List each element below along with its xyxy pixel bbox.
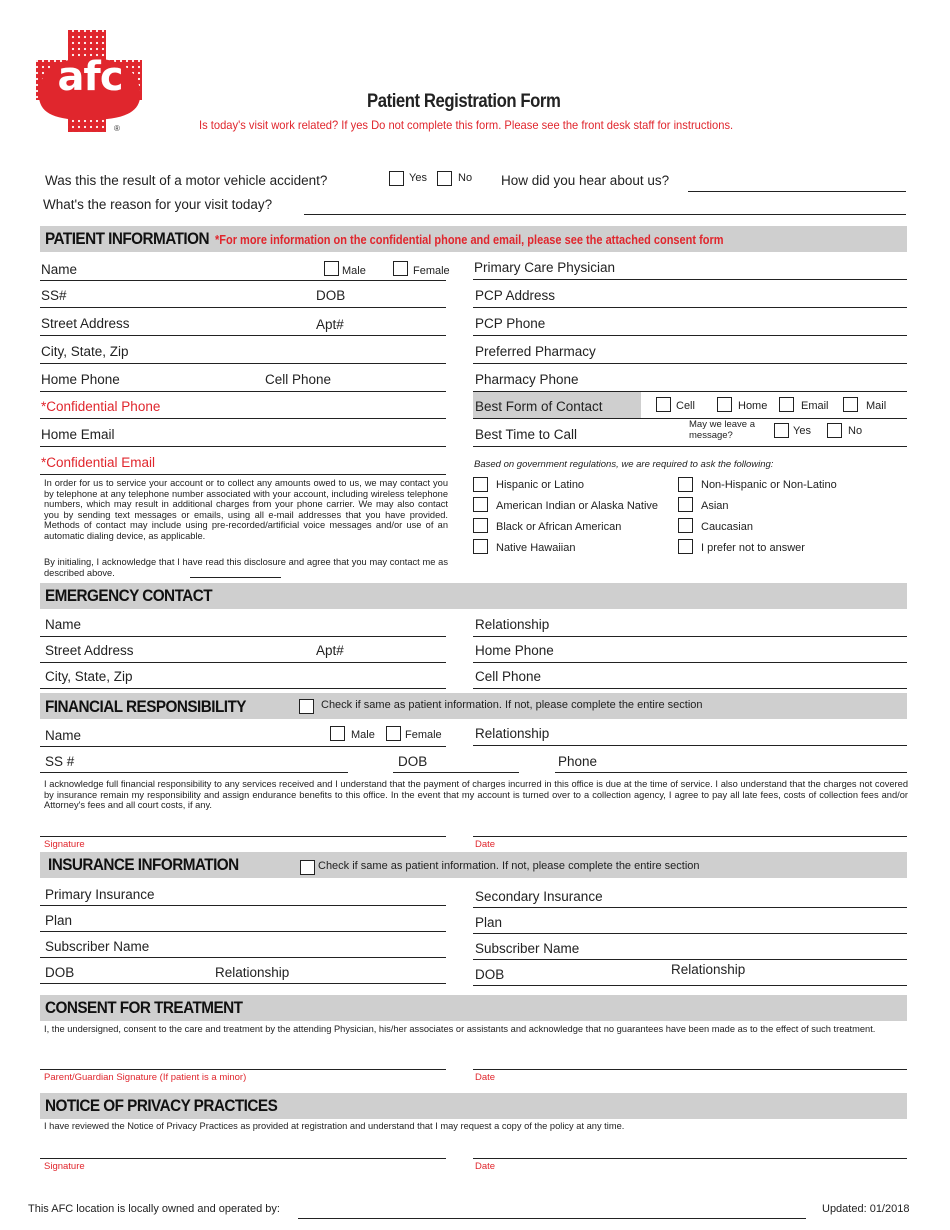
motor-vehicle-no-checkbox[interactable] [437, 171, 452, 186]
pcp-label: Primary Care Physician [474, 260, 616, 275]
secondary-insurance-label: Secondary Insurance [475, 889, 603, 904]
gov-note: Based on government regulations, we are required to ask the following: [474, 459, 774, 470]
financial-relationship-label: Relationship [475, 726, 550, 741]
financial-signature-label: Signature [44, 839, 85, 850]
patient-cell-phone-label: Cell Phone [265, 372, 332, 387]
financial-same-checkbox[interactable] [299, 699, 314, 714]
emergency-cell-phone-label: Cell Phone [475, 669, 542, 684]
patient-male-checkbox[interactable] [324, 261, 339, 276]
page-subtitle: Is today's visit work related? If yes Do not complete this form. Please see the front desk staff for instructions. [199, 118, 734, 132]
privacy-text: I have reviewed the Notice of Privacy Practices as provided at registration and understand that I may request a copy of the policy at any time. [44, 1121, 625, 1131]
pcp-address-input[interactable] [473, 307, 907, 308]
insurance-same-label: Check if same as patient information. If not, please complete the entire section [318, 860, 700, 872]
insurance-heading: INSURANCE INFORMATION [48, 855, 239, 874]
financial-signature-input[interactable] [40, 836, 446, 837]
financial-date-label: Date [475, 839, 496, 850]
patient-ss-input[interactable] [40, 307, 446, 308]
emergency-name-label: Name [45, 617, 82, 632]
patient-conf-phone-label: *Confidential Phone [41, 399, 161, 414]
patient-home-email-label: Home Email [41, 427, 115, 442]
privacy-signature-label: Signature [44, 1161, 85, 1172]
financial-text: I acknowledge full financial responsibility to any services received and I understand that the payment of charges incurred in this office is due at the time of service. I also understand that the charges not covered by insurance remain my responsibility and assign endurance benefits to this office. In the event that my account is turned over to a collection agency, I agree to pay all late fees, costs of collection fees and/or Attorney's fees and all court costs, if any. [44, 779, 908, 811]
financial-relationship-input[interactable] [473, 745, 907, 746]
motor-vehicle-yes-checkbox[interactable] [389, 171, 404, 186]
patient-conf-email-input[interactable] [40, 474, 446, 475]
secondary-subscriber-label: Subscriber Name [475, 941, 580, 956]
contact-mail-checkbox[interactable] [843, 397, 858, 412]
contact-email-label: Email [801, 400, 829, 412]
ethnicity-label: Asian [701, 500, 729, 512]
registered-mark: ® [114, 124, 120, 133]
patient-female-label: Female [413, 265, 450, 277]
hear-about-input[interactable] [688, 191, 906, 192]
pcp-phone-label: PCP Phone [475, 316, 546, 331]
patient-phone-input[interactable] [40, 391, 446, 392]
emergency-city-label: City, State, Zip [45, 669, 133, 684]
emergency-street-label: Street Address [45, 643, 134, 658]
guardian-signature-input[interactable] [40, 1069, 446, 1070]
leave-message-yes-label: Yes [793, 425, 811, 437]
financial-name-input[interactable] [40, 746, 446, 747]
primary-plan-input[interactable] [40, 931, 446, 932]
patient-city-input[interactable] [40, 363, 446, 364]
patient-city-label: City, State, Zip [41, 344, 129, 359]
hear-about-question: How did you hear about us? [501, 173, 670, 188]
leave-message-no-label: No [848, 425, 863, 437]
privacy-heading: NOTICE OF PRIVACY PRACTICES [45, 1096, 278, 1115]
ethnicity-checkbox[interactable] [473, 477, 488, 492]
financial-phone-input[interactable] [555, 772, 907, 773]
ethnicity-checkbox[interactable] [678, 497, 693, 512]
ethnicity-label: I prefer not to answer [701, 542, 805, 554]
financial-male-label: Male [351, 729, 375, 741]
ethnicity-checkbox[interactable] [473, 539, 488, 554]
emergency-relationship-label: Relationship [475, 617, 550, 632]
ethnicity-checkbox[interactable] [678, 477, 693, 492]
visit-reason-question: What's the reason for your visit today? [43, 197, 273, 212]
financial-date-input[interactable] [473, 836, 907, 837]
leave-message-label: May we leave a message? [689, 419, 756, 441]
contact-home-label: Home [738, 400, 768, 412]
emergency-street-input[interactable] [40, 662, 446, 663]
primary-insurance-input[interactable] [40, 905, 446, 906]
leave-message-no-checkbox[interactable] [827, 423, 842, 438]
insurance-same-checkbox[interactable] [300, 860, 315, 875]
financial-dob-label: DOB [398, 754, 428, 769]
pharmacy-phone-label: Pharmacy Phone [475, 372, 579, 387]
contact-email-checkbox[interactable] [779, 397, 794, 412]
patient-info-note: *For more information on the confidential phone and email, please see the attached consent form [215, 233, 724, 247]
contact-initials-input[interactable] [190, 577, 281, 578]
ethnicity-checkbox[interactable] [473, 497, 488, 512]
financial-female-label: Female [405, 729, 442, 741]
ethnicity-checkbox[interactable] [678, 518, 693, 533]
emergency-cell-phone-input[interactable] [473, 688, 907, 689]
patient-home-phone-label: Home Phone [41, 372, 120, 387]
best-contact-label: Best Form of Contact [475, 399, 603, 414]
visit-reason-input[interactable] [304, 214, 906, 215]
consent-heading: CONSENT FOR TREATMENT [45, 998, 243, 1017]
pcp-address-label: PCP Address [475, 288, 556, 303]
ethnicity-label: American Indian or Alaska Native [496, 500, 659, 512]
contact-disclosure-text: In order for us to service your account or to collect any amounts owed to us, we may contact you by telephone at any telephone number associated with your account, including wireless telephone numbers, which may result in additional charges from your phone carrier. We may also contact you by sending text messages or emails, using all e-mail addresses that you have provided. Methods of contact may include using pre-recorded/artificial voice messages and/or use of an automatic dialing device, as applicable. [44, 478, 448, 541]
motor-vehicle-no-label: No [458, 172, 473, 184]
ethnicity-label: Black or African American [496, 521, 622, 533]
best-time-input[interactable] [473, 446, 907, 447]
patient-dob-label: DOB [316, 288, 346, 303]
financial-name-label: Name [45, 728, 82, 743]
financial-female-checkbox[interactable] [386, 726, 401, 741]
financial-male-checkbox[interactable] [330, 726, 345, 741]
primary-plan-label: Plan [45, 913, 73, 928]
motor-vehicle-question: Was this the result of a motor vehicle accident? [45, 173, 328, 188]
emergency-city-input[interactable] [40, 688, 446, 689]
emergency-apt-label: Apt# [316, 643, 344, 658]
patient-conf-phone-input[interactable] [40, 418, 446, 419]
patient-apt-label: Apt# [316, 317, 344, 332]
pcp-input[interactable] [473, 279, 907, 280]
financial-heading: FINANCIAL RESPONSIBILITY [45, 697, 246, 716]
primary-insurance-label: Primary Insurance [45, 887, 155, 902]
patient-info-heading: PATIENT INFORMATION [45, 229, 209, 248]
ethnicity-label: Native Hawaiian [496, 542, 576, 554]
privacy-date-input[interactable] [473, 1158, 907, 1159]
secondary-subscriber-input[interactable] [473, 959, 907, 960]
contact-cell-label: Cell [676, 400, 695, 412]
primary-relationship-label: Relationship [215, 965, 290, 980]
secondary-insurance-input[interactable] [473, 907, 907, 908]
financial-phone-label: Phone [558, 754, 598, 769]
financial-dob-input[interactable] [393, 772, 519, 773]
secondary-dob-input[interactable] [473, 985, 907, 986]
consent-date-input[interactable] [473, 1069, 907, 1070]
afc-logo [34, 28, 146, 136]
primary-subscriber-label: Subscriber Name [45, 939, 150, 954]
pharmacy-input[interactable] [473, 363, 907, 364]
financial-same-label: Check if same as patient information. If not, please complete the entire section [321, 699, 703, 711]
secondary-plan-label: Plan [475, 915, 503, 930]
patient-name-input[interactable] [40, 280, 446, 281]
patient-male-label: Male [342, 265, 366, 277]
secondary-relationship-label: Relationship [671, 962, 746, 977]
privacy-signature-input[interactable] [40, 1158, 446, 1159]
emergency-home-phone-input[interactable] [473, 662, 907, 663]
patient-name-label: Name [41, 262, 78, 277]
leave-message-yes-checkbox[interactable] [774, 423, 789, 438]
secondary-plan-input[interactable] [473, 933, 907, 934]
consent-text: I, the undersigned, consent to the care and treatment by the attending Physician, his/her associates or assistants and acknowledge that no guarantees have been made as to the effect of such treatment. [44, 1024, 876, 1034]
secondary-dob-label: DOB [475, 967, 505, 982]
patient-home-email-input[interactable] [40, 446, 446, 447]
financial-ss-input[interactable] [40, 772, 348, 773]
primary-dob-label: DOB [45, 965, 75, 980]
guardian-signature-label: Parent/Guardian Signature (If patient is a minor) [44, 1072, 247, 1083]
page-title: Patient Registration Form [367, 91, 561, 112]
emergency-name-input[interactable] [40, 636, 446, 637]
primary-subscriber-input[interactable] [40, 957, 446, 958]
footer-owner-input[interactable] [298, 1218, 806, 1219]
ethnicity-label: Caucasian [701, 521, 753, 533]
pharmacy-label: Preferred Pharmacy [475, 344, 596, 359]
emergency-heading: EMERGENCY CONTACT [45, 586, 213, 605]
emergency-home-phone-label: Home Phone [475, 643, 554, 658]
contact-cell-checkbox[interactable] [656, 397, 671, 412]
patient-street-input[interactable] [40, 335, 446, 336]
privacy-date-label: Date [475, 1161, 496, 1172]
consent-date-label: Date [475, 1072, 496, 1083]
patient-ss-label: SS# [41, 288, 67, 303]
footer-owned-label: This AFC location is locally owned and operated by: [28, 1203, 280, 1215]
ethnicity-checkbox[interactable] [473, 518, 488, 533]
patient-conf-email-label: *Confidential Email [41, 455, 156, 470]
financial-ss-label: SS # [45, 754, 75, 769]
primary-dob-input[interactable] [40, 983, 446, 984]
pcp-phone-input[interactable] [473, 335, 907, 336]
footer-updated: Updated: 01/2018 [822, 1203, 910, 1215]
best-time-label: Best Time to Call [475, 427, 578, 442]
ethnicity-label: Non-Hispanic or Non-Latino [701, 479, 837, 491]
motor-vehicle-yes-label: Yes [409, 172, 427, 184]
contact-home-checkbox[interactable] [717, 397, 732, 412]
ethnicity-label: Hispanic or Latino [496, 479, 585, 491]
emergency-relationship-input[interactable] [473, 636, 907, 637]
patient-street-label: Street Address [41, 316, 130, 331]
logo-text: afc [57, 54, 123, 100]
contact-ack-text: By initialing, I acknowledge that I have read this disclosure and agree that you may contact me as described above. [44, 557, 448, 578]
patient-female-checkbox[interactable] [393, 261, 408, 276]
contact-mail-label: Mail [866, 400, 887, 412]
ethnicity-checkbox[interactable] [678, 539, 693, 554]
